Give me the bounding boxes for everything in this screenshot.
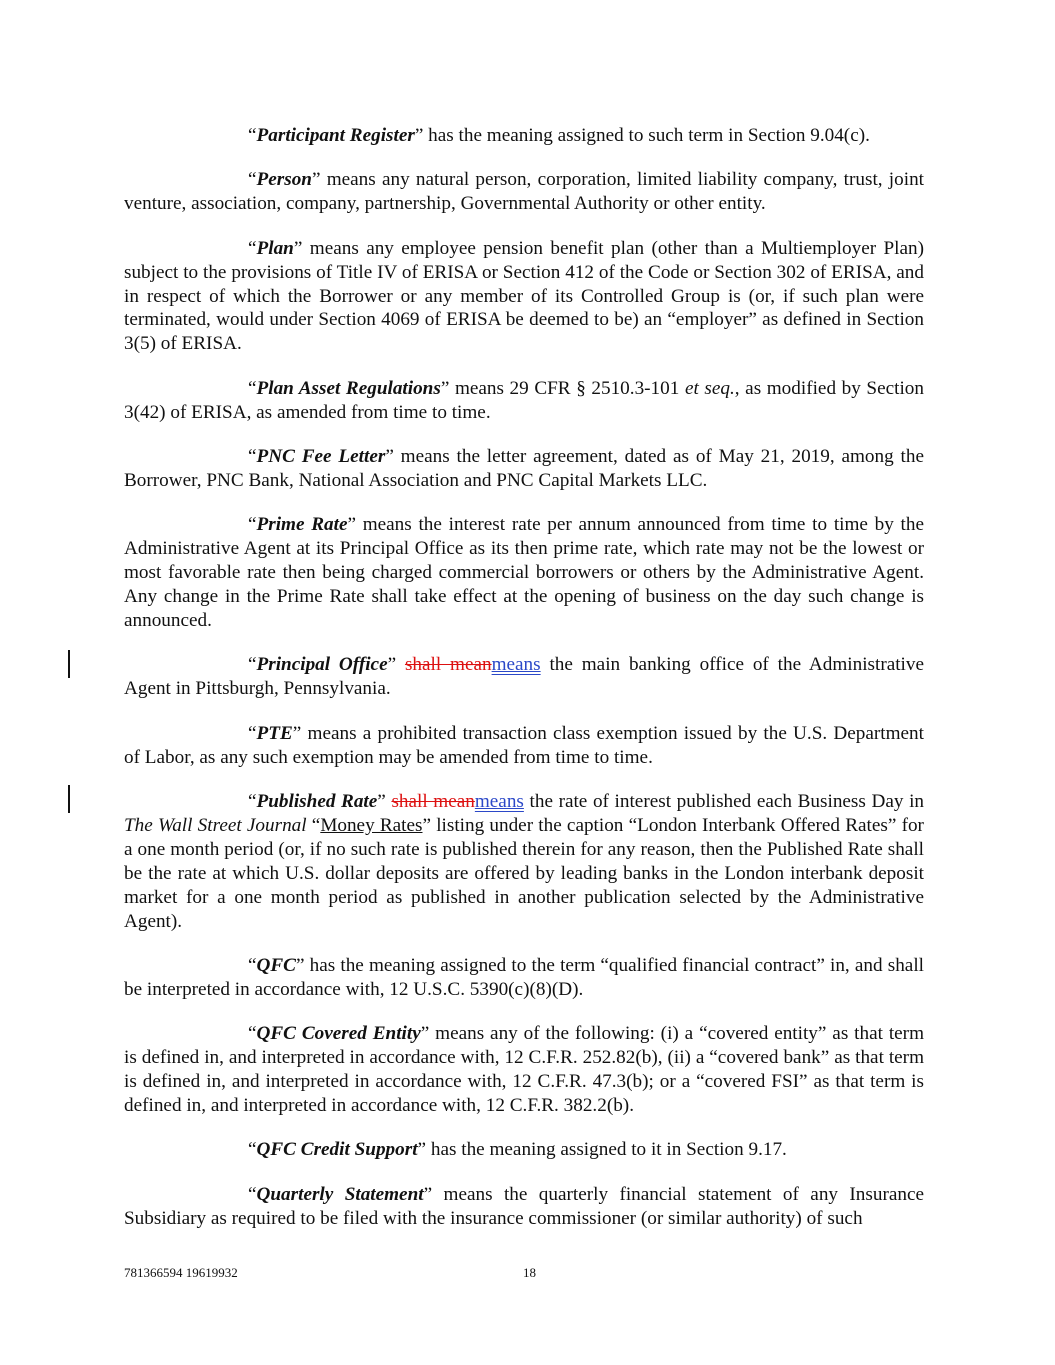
defined-term: Plan (256, 237, 294, 259)
defined-term: PTE (256, 722, 293, 744)
defined-term: Published Rate (256, 791, 378, 813)
definition-quarterly-statement: “Quarterly Statement” means the quarterly financial statement of any Insurance Subsidiary as required to be filed with the insurance commissioner (or similar authority) of such (124, 1183, 924, 1229)
definition-plan-asset-regulations: “Plan Asset Regulations” means 29 CFR § 2510.3-101 et seq., as modified by Section 3(42) of ERISA, as amended from time to time. (124, 377, 924, 423)
definition-person: “Person” means any natural person, corporation, limited liability company, trust, joint venture, association, company, partnership, Governmental Authority or other entity. (124, 169, 924, 215)
definition-text: means a prohibited transaction class exemption issued by the U.S. Department of Labor, as any such exemption may be amended from time to time. (124, 722, 924, 768)
definition-text: means the letter agreement, dated as of May 21, 2019, among the Borrower, PNC Bank, National Association and PNC Capital Markets LLC. (124, 446, 924, 491)
definition-pte: “PTE” means a prohibited transaction class exemption issued by the U.S. Department of Labor, as any such exemption may be amended from time to time. (124, 722, 924, 768)
defined-term: QFC Covered Entity (256, 1023, 421, 1045)
definition-principal-office: “Principal Office” shall meanmeans the main banking office of the Administrative Agent in Pittsburgh, Pennsylvania. (124, 654, 924, 700)
definition-text: has the meaning assigned to such term in Section 9.04(c). (428, 125, 870, 146)
definition-text: has the meaning assigned to the term “qualified financial contract” in, and shall be interpreted in accordance with, 12 U.S.C. 5390(c)(8)(D). (124, 954, 924, 1000)
inserted-text: means (474, 791, 524, 813)
underlined-text: Money Rates (320, 814, 423, 836)
definition-text: means the quarterly financial statement of any Insurance Subsidiary as required to be filed with the insurance commissioner (or similar authority) of such (124, 1183, 924, 1229)
defined-term: QFC Credit Support (256, 1139, 418, 1161)
defined-term: Prime Rate (256, 514, 348, 536)
definition-text: means 29 CFR § 2510.3-101 (454, 377, 680, 399)
definition-qfc-covered-entity: “QFC Covered Entity” means any of the following: (i) a “covered entity” as that term is defined in, and interpreted in accordance with, 12 C.F.R. 252.82(b), (ii) a “covered bank” as that term is defined in, and interpreted in accordance with, 12 C.F.R. 47.3(b); or a “covered FSI” as that term is defined in, and interpreted in accordance with, 12 C.F.R. 382.2(b). (124, 1023, 924, 1116)
definition-text: the rate of interest published each Business Day in (529, 791, 924, 813)
change-bar-principal-office (68, 650, 70, 678)
definition-prime-rate: “Prime Rate” means the interest rate per annum announced from time to time by the Administrative Agent at its Principal Office as its then prime rate, which rate may not be the lowest or most favorable rate then being charged commercial borrowers or others by the Administrative Agent. Any change in the Prime Rate shall take effect at the opening of business on the day such change is announced. (124, 514, 925, 631)
definition-text: , as modified by Section 3(42) of ERISA, as amended from time to time. (124, 377, 924, 423)
defined-term: Principal Office (256, 654, 388, 676)
footer-page-number: 18 (523, 1265, 536, 1280)
definition-text: means any employee pension benefit plan (other than a Multiemployer Plan) subject to the provisions of Title IV of ERISA or Section 412 of the Code or Section 302 of ERISA, and in respect of which the Borrower or any member of its Controlled Group is (or, if such plan were terminated, would under Section 4069 of ERISA be deemed to be) an “employer” as defined in Section 3(5) of ERISA. (124, 237, 924, 355)
defined-term: PNC Fee Letter (256, 446, 386, 468)
definition-pnc-fee-letter: “PNC Fee Letter” means the letter agreement, dated as of May 21, 2019, among the Borrower, PNC Bank, National Association and PNC Capital Markets LLC. (124, 446, 924, 491)
defined-term: Participant Register (256, 125, 415, 146)
definition-participant-register: “Participant Register” has the meaning assigned to such term in Section 9.04(c). (248, 125, 870, 146)
footer-document-id: 781366594 19619932 (124, 1265, 238, 1280)
definition-text: means any of the following: (i) a “covered entity” as that term is defined in, and interpreted in accordance with, 12 C.F.R. 252.82(b), (ii) a “covered bank” as that term is defined in, and interpreted in accordance with, 12 C.F.R. 47.3(b); or a “covered FSI” as that term is defined in, and interpreted in accordance with, 12 C.F.R. 382.2(b). (124, 1023, 924, 1116)
deleted-text: shall mean (404, 654, 492, 676)
defined-term: Quarterly Statement (256, 1183, 424, 1205)
defined-term: Plan Asset Regulations (256, 377, 441, 399)
definition-text: means the interest rate per annum announced from time to time by the Administrative Agent at its Principal Office as its then prime rate, which rate may not be the lowest or most favorable rate then being charged commercial borrowers or others by the Administrative Agent. Any change in the Prime Rate shall take effect at the opening of business on the day such change is announced. (124, 514, 925, 631)
defined-term: QFC (256, 954, 296, 976)
change-bar-published-rate (68, 785, 70, 813)
definition-qfc-credit-support: “QFC Credit Support” has the meaning assigned to it in Section 9.17. (248, 1139, 787, 1161)
definition-text: the main banking office of the Administrative Agent in Pittsburgh, Pennsylvania. (124, 654, 924, 700)
document-body (124, 124, 924, 1251)
defined-term: Person (256, 169, 312, 191)
definition-text: listing under the caption “London Interbank Offered Rates” for a one month period (or, if no such rate is published therein for any reason, then the Published Rate shall be the rate at which U.S. dollar deposits are offered by leading banks in the London interbank deposit market for a one month period as published in another publication selected by the Administrative Agent). (124, 814, 924, 932)
definition-text: has the meaning assigned to it in Section 9.17. (430, 1139, 787, 1161)
inserted-text: means (491, 654, 541, 676)
definition-qfc: “QFC” has the meaning assigned to the term “qualified financial contract” in, and shall be interpreted in accordance with, 12 U.S.C. 5390(c)(8)(D). (124, 954, 924, 1000)
definition-text: means any natural person, corporation, limited liability company, trust, joint venture, association, company, partnership, Governmental Authority or other entity. (124, 169, 924, 215)
deleted-text: shall mean (391, 791, 475, 813)
definition-published-rate: “Published Rate” shall meanmeans the rate of interest published each Business Day in The Wall Street Journal “Money Rates” listing under the caption “London Interbank Offered Rates” for a one month period (or, if no such rate is published therein for any reason, then the Published Rate shall be the rate at which U.S. dollar deposits are offered by leading banks in the London interbank deposit market for a one month period as published in another publication selected by the Administrative Agent). (124, 791, 924, 932)
publication-name: The Wall Street Journal (124, 814, 307, 836)
definition-plan: “Plan” means any employee pension benefit plan (other than a Multiemployer Plan) subject to the provisions of Title IV of ERISA or Section 412 of the Code or Section 302 of ERISA, and in respect of which the Borrower or any member of its Controlled Group is (or, if such plan were terminated, would under Section 4069 of ERISA be deemed to be) an “employer” as defined in Section 3(5) of ERISA. (124, 237, 924, 355)
italic-text: et seq. (684, 377, 735, 399)
